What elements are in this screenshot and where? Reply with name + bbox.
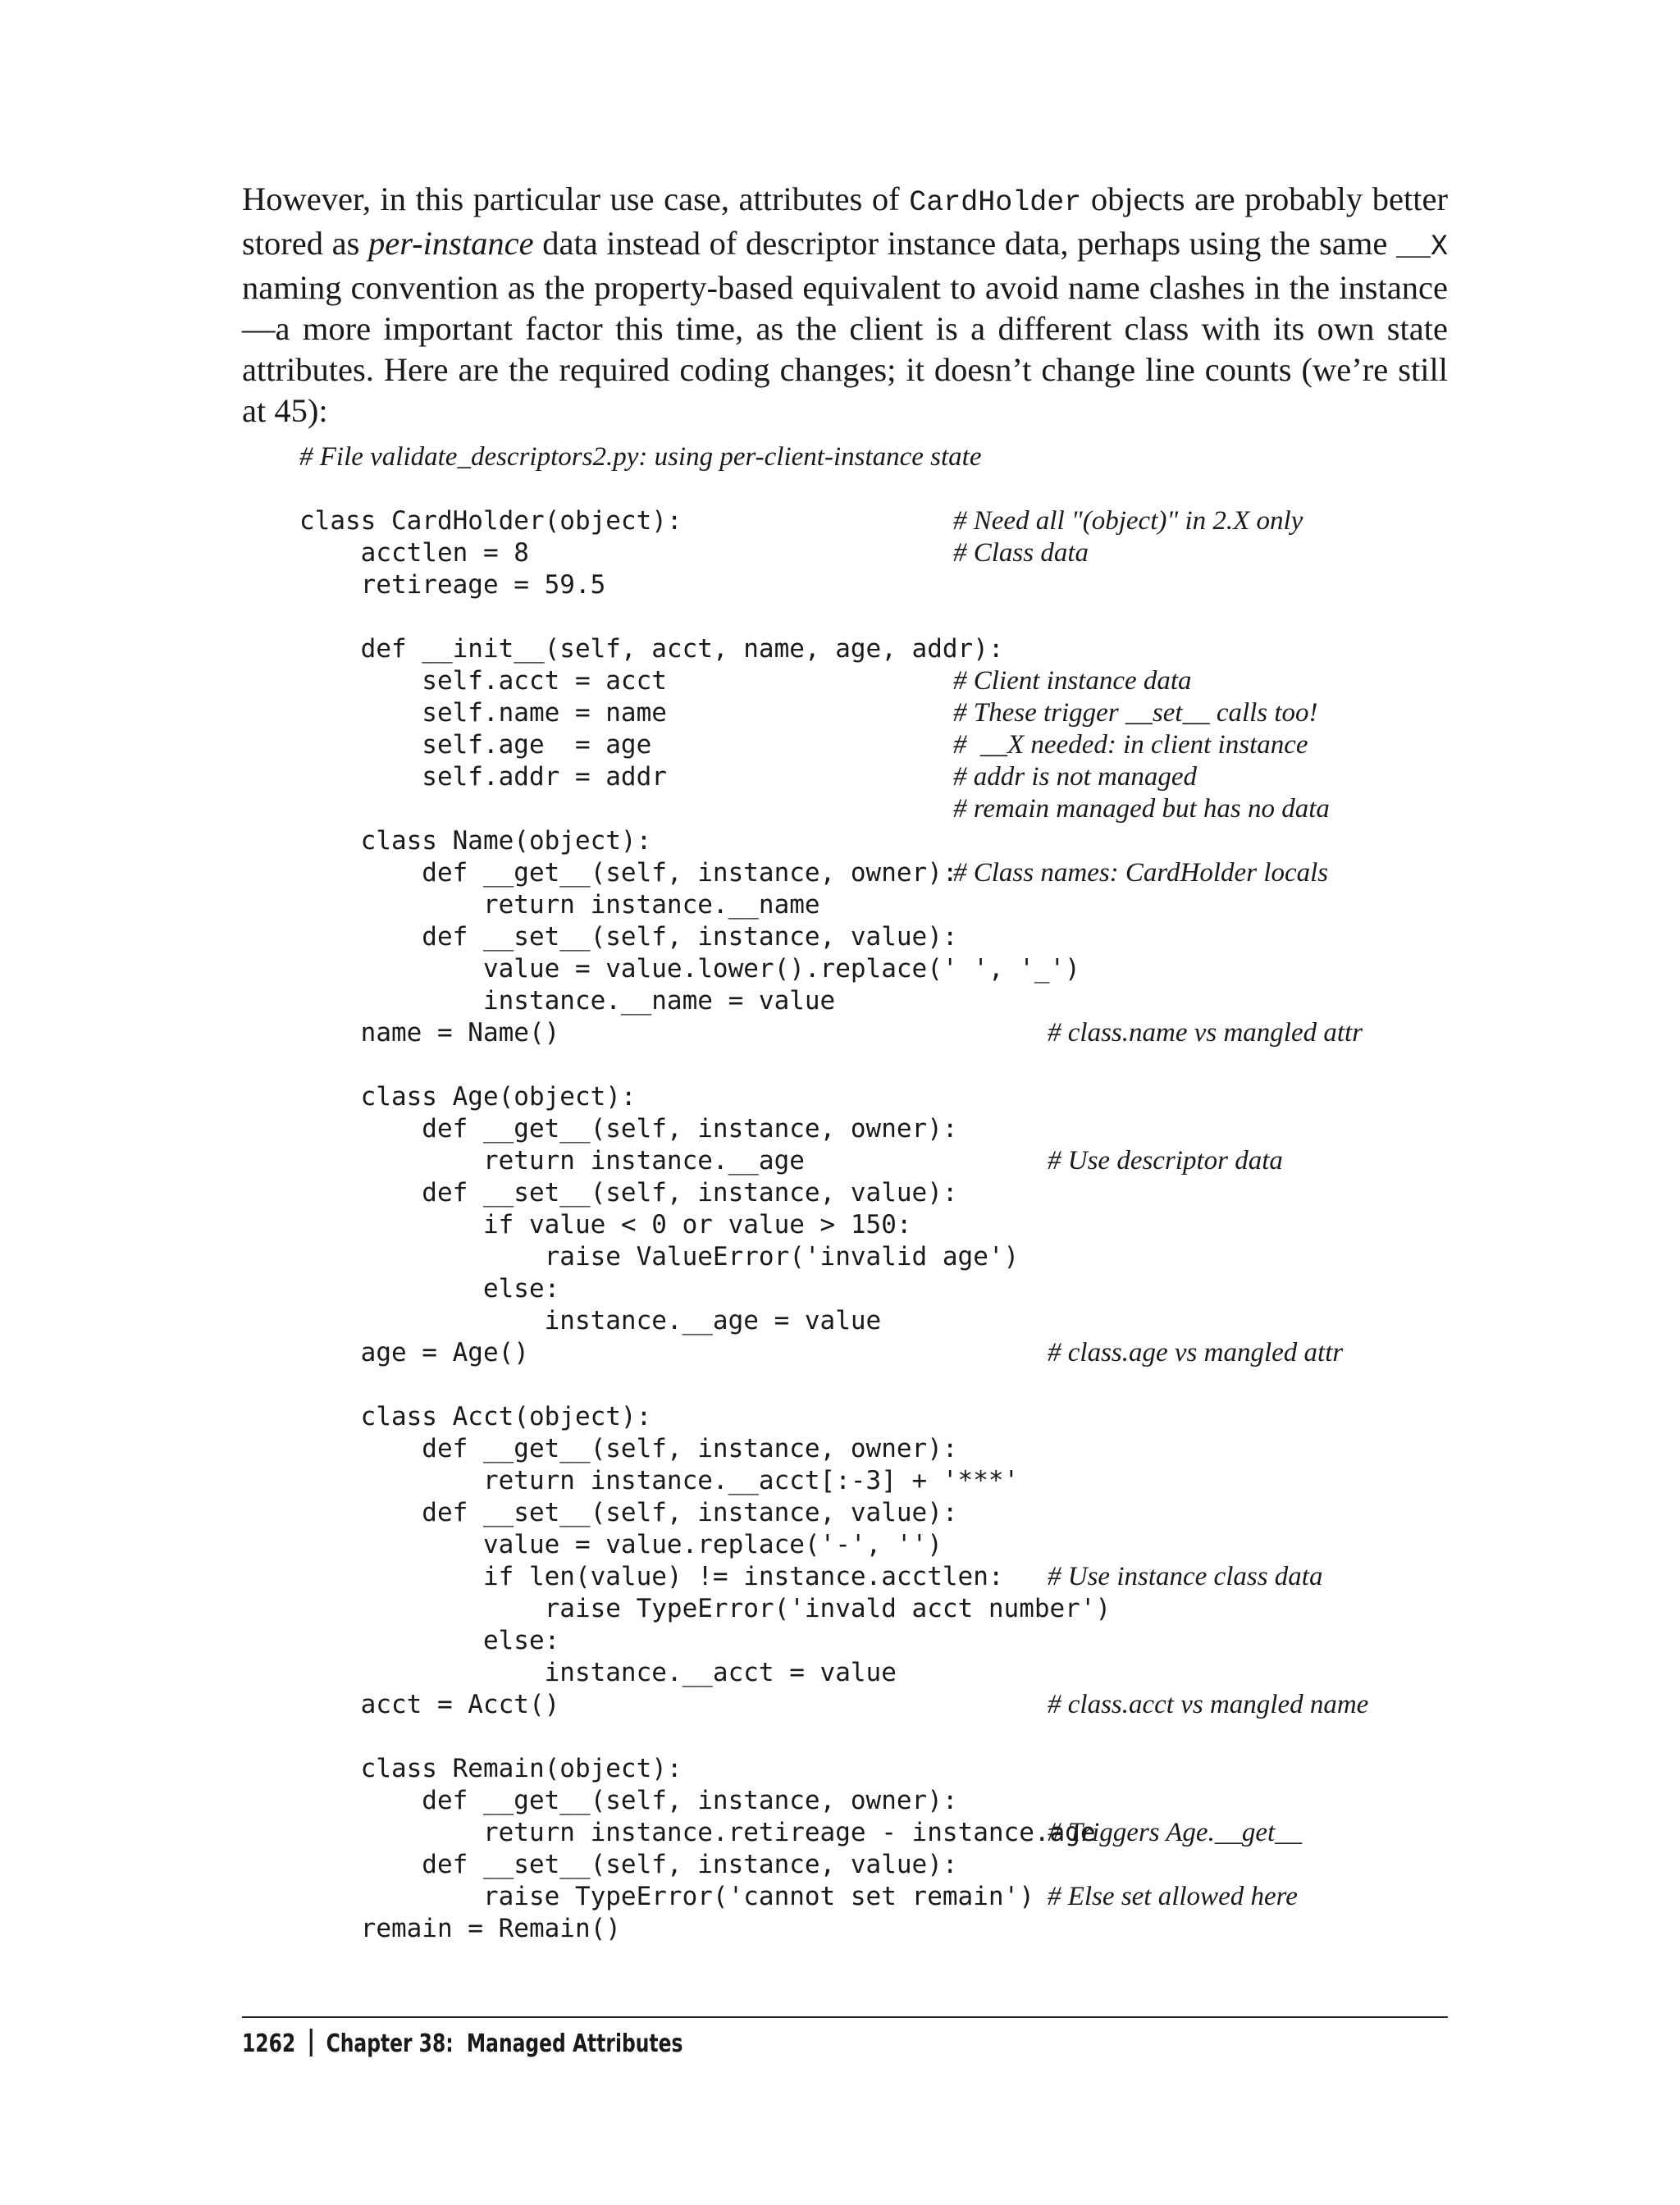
code-line bbox=[299, 633, 1448, 665]
code-line bbox=[299, 697, 1448, 729]
code-text: raise TypeError('invald acct number') bbox=[299, 1594, 1112, 1623]
code-line bbox=[299, 889, 1448, 921]
code-line bbox=[299, 1753, 1448, 1785]
code-comment: # class.age vs mangled attr bbox=[1048, 1338, 1344, 1367]
footer-separator bbox=[309, 2029, 312, 2057]
code-comment: # class.name vs mangled attr bbox=[1048, 1018, 1363, 1048]
page-number: 1262 bbox=[242, 2029, 296, 2058]
code-text: class Remain(object): bbox=[299, 1754, 682, 1783]
page-footer bbox=[242, 2026, 682, 2062]
code-line bbox=[299, 857, 1448, 889]
code-text: class Age(object): bbox=[299, 1082, 637, 1112]
code-text: else: bbox=[299, 1626, 560, 1655]
code-text: def __set__(self, instance, value): bbox=[299, 1498, 958, 1527]
code-line bbox=[299, 1657, 1448, 1689]
code-line bbox=[299, 505, 1448, 537]
code-line bbox=[299, 1113, 1448, 1145]
code-line bbox=[299, 1241, 1448, 1273]
code-line bbox=[299, 1145, 1448, 1177]
code-text: if len(value) != instance.acctlen: bbox=[299, 1562, 1004, 1591]
code-line-blank bbox=[299, 1049, 1448, 1081]
code-text: return instance.retireage - instance.age bbox=[299, 1818, 1096, 1847]
code-text: def __get__(self, instance, owner): bbox=[299, 1434, 958, 1463]
code-text: else: bbox=[299, 1274, 560, 1303]
code-text: class Name(object): bbox=[299, 826, 652, 856]
code-comment: # __X needed: in client instance bbox=[953, 730, 1308, 760]
code-comment: # Class data bbox=[953, 538, 1089, 568]
code-line bbox=[299, 1561, 1448, 1593]
code-text: value = value.replace('-', '') bbox=[299, 1530, 943, 1559]
code-comment: # These trigger __set__ calls too! bbox=[953, 698, 1318, 728]
code-line bbox=[299, 921, 1448, 953]
code-text: acctlen = 8 bbox=[299, 538, 529, 568]
code-line bbox=[299, 537, 1448, 569]
code-text: self.name = name bbox=[299, 698, 667, 728]
paragraph-text: However, in this particular use case, attributes of bbox=[242, 180, 910, 217]
code-comment: # class.acct vs mangled name bbox=[1048, 1690, 1369, 1719]
code-line bbox=[299, 665, 1448, 697]
code-line bbox=[299, 1881, 1448, 1913]
code-line bbox=[299, 761, 1448, 793]
code-line bbox=[299, 793, 1448, 825]
code-line-blank bbox=[299, 473, 1448, 505]
code-text: instance.__age = value bbox=[299, 1306, 882, 1335]
emphasis-per-instance: per-instance bbox=[368, 225, 534, 262]
code-line bbox=[299, 1529, 1448, 1561]
code-text: return instance.__acct[:-3] + '***' bbox=[299, 1466, 1020, 1495]
code-text: remain = Remain() bbox=[299, 1914, 621, 1943]
code-comment: # Use instance class data bbox=[1048, 1562, 1323, 1591]
code-line bbox=[299, 1209, 1448, 1241]
code-text: if value < 0 or value > 150: bbox=[299, 1210, 912, 1239]
body-paragraph bbox=[242, 179, 1448, 431]
code-line bbox=[299, 1849, 1448, 1881]
code-line bbox=[299, 953, 1448, 985]
code-text: def __set__(self, instance, value): bbox=[299, 1178, 958, 1208]
code-line bbox=[299, 1465, 1448, 1497]
paragraph-text: data instead of descriptor instance data, perhaps using the same bbox=[533, 225, 1396, 262]
file-comment: # File validate_descriptors2.py: using per-client-instance state bbox=[299, 442, 982, 472]
code-comment: # Client instance data bbox=[953, 666, 1192, 696]
code-line-blank bbox=[299, 1721, 1448, 1753]
code-line-blank bbox=[299, 1369, 1448, 1401]
code-text: class Acct(object): bbox=[299, 1402, 652, 1431]
paragraph-text: naming convention as the property-based equivalent to avoid name clashes in the instance—a more important factor this time, as the client is a different class with its own state attributes. Here are the required coding changes; it doesn’t change line counts (we’re still at 45): bbox=[242, 269, 1448, 429]
code-line bbox=[299, 1625, 1448, 1657]
chapter-title: Chapter 38: Managed Attributes bbox=[326, 2029, 683, 2058]
code-listing bbox=[299, 441, 1448, 1945]
code-text: retireage = 59.5 bbox=[299, 570, 606, 600]
code-text: self.age = age bbox=[299, 730, 652, 760]
code-text: def __get__(self, instance, owner): bbox=[299, 858, 958, 888]
code-line bbox=[299, 985, 1448, 1017]
code-line bbox=[299, 569, 1448, 601]
code-line bbox=[299, 1177, 1448, 1209]
code-text: def __get__(self, instance, owner): bbox=[299, 1114, 958, 1144]
code-text: def __set__(self, instance, value): bbox=[299, 1850, 958, 1879]
code-comment: # Triggers Age.__get__ bbox=[1048, 1818, 1303, 1847]
code-comment: # Class names: CardHolder locals bbox=[953, 858, 1329, 888]
code-text: class CardHolder(object): bbox=[299, 506, 682, 536]
code-line bbox=[299, 441, 1448, 473]
code-comment: # remain managed but has no data bbox=[953, 794, 1330, 824]
code-line bbox=[299, 1017, 1448, 1049]
code-text: acct = Acct() bbox=[299, 1690, 560, 1719]
code-text: return instance.__name bbox=[299, 890, 820, 920]
code-text: def __init__(self, acct, name, age, addr): bbox=[299, 634, 1004, 664]
code-line bbox=[299, 1913, 1448, 1945]
footer-rule bbox=[242, 2016, 1448, 2018]
code-text: raise TypeError('cannot set remain') bbox=[299, 1882, 1034, 1911]
code-text: def __get__(self, instance, owner): bbox=[299, 1786, 958, 1815]
code-line bbox=[299, 1689, 1448, 1721]
code-text: instance.__name = value bbox=[299, 986, 836, 1016]
code-text: instance.__acct = value bbox=[299, 1658, 897, 1687]
inline-code-cardholder: CardHolder bbox=[909, 186, 1082, 219]
code-text: name = Name() bbox=[299, 1018, 560, 1048]
code-line bbox=[299, 1401, 1448, 1433]
code-comment: # Use descriptor data bbox=[1048, 1146, 1283, 1176]
code-line bbox=[299, 1273, 1448, 1305]
inline-code-x: __X bbox=[1395, 231, 1448, 263]
code-line bbox=[299, 729, 1448, 761]
code-text: value = value.lower().replace(' ', '_') bbox=[299, 954, 1080, 984]
code-line bbox=[299, 1817, 1448, 1849]
code-text: age = Age() bbox=[299, 1338, 529, 1367]
code-line bbox=[299, 1305, 1448, 1337]
code-text: raise ValueError('invalid age') bbox=[299, 1242, 1020, 1271]
code-line bbox=[299, 1081, 1448, 1113]
code-text: def __set__(self, instance, value): bbox=[299, 922, 958, 952]
code-line bbox=[299, 825, 1448, 857]
code-line bbox=[299, 1433, 1448, 1465]
code-text: return instance.__age bbox=[299, 1146, 805, 1176]
paragraph-text: objects are probably better stored as bbox=[242, 180, 1448, 262]
code-comment: # addr is not managed bbox=[953, 762, 1197, 792]
code-comment: # Need all "(object)" in 2.X only bbox=[953, 506, 1303, 536]
code-comment: # Else set allowed here bbox=[1048, 1882, 1298, 1911]
code-line bbox=[299, 1785, 1448, 1817]
code-line bbox=[299, 1497, 1448, 1529]
code-line-blank bbox=[299, 601, 1448, 633]
code-text: self.acct = acct bbox=[299, 666, 667, 696]
code-line bbox=[299, 1593, 1448, 1625]
code-line bbox=[299, 1337, 1448, 1369]
code-text: self.addr = addr bbox=[299, 762, 667, 792]
